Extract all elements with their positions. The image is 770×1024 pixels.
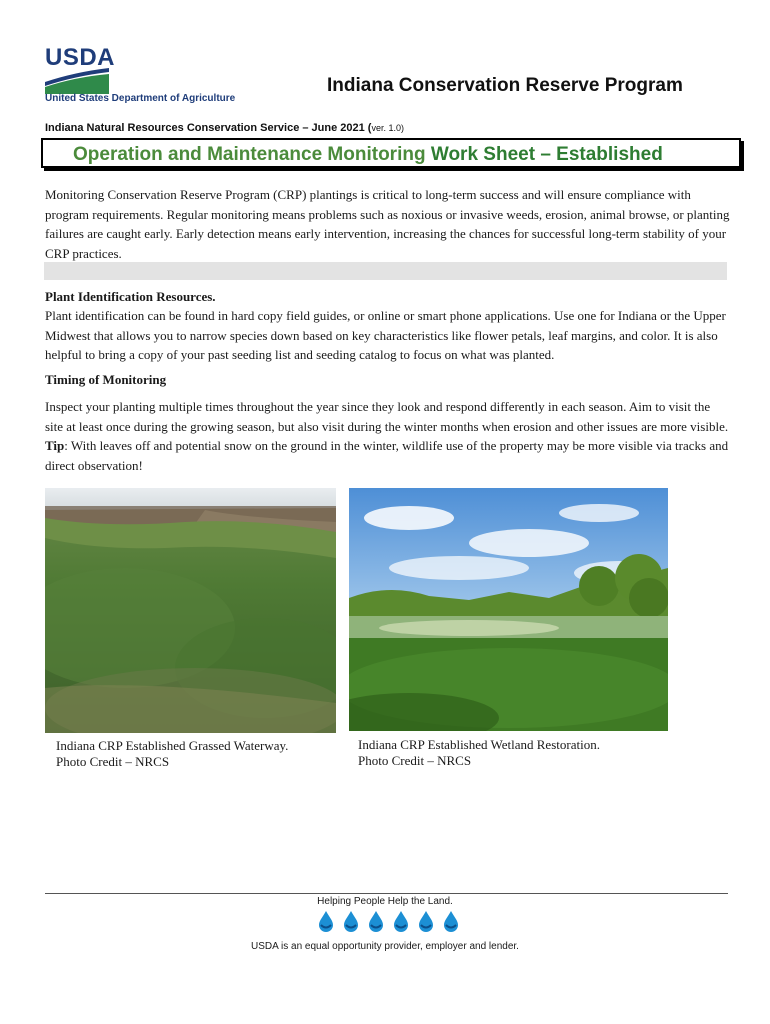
tip-label: Tip [45,438,65,453]
usda-logo [45,44,116,94]
grassed-waterway-photo [45,488,336,733]
resources-heading: Plant Identification Resources. [45,289,216,304]
version-label: ver. 1.0) [371,123,404,133]
timing-body-text: Inspect your planting multiple times throughout the year since they look and respond differently in each season. Aim to visit the site at least once during the growing season, but also visit during the winter months when erosion and other issues are more visible. [45,399,729,434]
water-drop-icon [366,910,386,932]
photo2-caption-title: Indiana CRP Established Wetland Restoration. [358,737,600,752]
water-drop-icon [391,910,411,932]
water-drop-icon [416,910,436,932]
timing-tip-text: : With leaves off and potential snow on the ground in the winter, wildlife use of the property may be more visible via tracks and direct observation! [45,438,729,473]
title-box [41,138,741,168]
photo1-caption [56,738,288,770]
footer-divider [45,893,728,894]
subheader-text: Indiana Natural Resources Conservation Service – June 2021 ( [45,122,372,134]
page-title-part2: Work Sheet – Established [430,144,663,165]
photo2-caption-credit: Photo Credit – NRCS [358,753,472,768]
intro-paragraph: Monitoring Conservation Reserve Program (CRP) plantings is critical to long-term success and will ensure compliance with program requirements. Regular monitoring means problems such as noxious or invasive weeds, erosion, animal browse, or planting failures are caught early. Early detection means early intervention, increasing the chances for successful long-term stability of your CRP practices. [45,187,730,261]
page-title [73,144,663,166]
subheader [45,122,404,134]
resources-body: Plant identification can be found in hard copy field guides, or online or smart phone applications. Use one for Indiana or the Upper Midwest that allows you to narrow species down based on key characteristics like flower petals, leaf margins, and color. It is also helpful to bring a copy of your past seeding list and seeding catalog to focus on what was planted. [45,308,726,362]
water-drop-icon [441,910,461,932]
page-title-part1: Operation and Maintenance Monitoring [73,144,431,165]
footer-slogan: Helping People Help the Land. [317,896,453,907]
department-name: United States Department of Agriculture [45,93,236,104]
timing-body [45,397,731,475]
water-drop-icon [316,910,336,932]
timing-heading: Timing of Monitoring [45,372,167,387]
photo1-caption-title: Indiana CRP Established Grassed Waterway. [56,738,289,753]
water-drops-row [316,910,460,932]
section-divider [44,262,727,280]
photo2-caption [358,737,600,769]
photo1-caption-credit: Photo Credit – NRCS [56,754,170,769]
usda-logo-text: USDA [45,44,116,71]
wetland-restoration-photo [349,488,668,731]
water-drop-icon [341,910,361,932]
usda-logo-mark [45,68,109,94]
program-title: Indiana Conservation Reserve Program [327,75,683,96]
footer-eeo-statement: USDA is an equal opportunity provider, employer and lender. [251,941,519,952]
